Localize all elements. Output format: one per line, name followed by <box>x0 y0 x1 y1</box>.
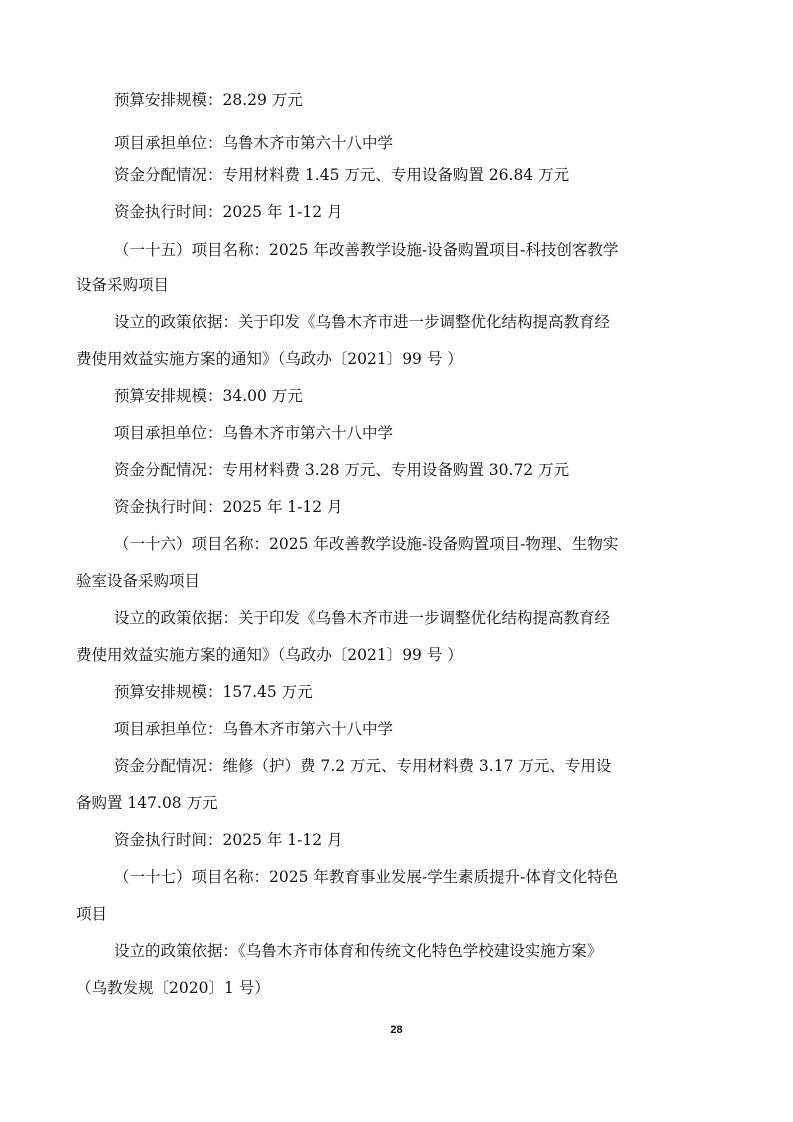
page-number: 28 <box>390 1024 403 1036</box>
fund-allocation-line: 资金分配情况：维修（护）费 7.2 万元、专用材料费 3.17 万元、专用设 <box>114 757 612 775</box>
project-16-title-cont: 验室设备采购项目 <box>76 572 201 590</box>
fund-allocation-line: 资金分配情况：专用材料费 3.28 万元、专用设备购置 30.72 万元 <box>114 461 570 479</box>
execution-time-line: 资金执行时间：2025 年 1-12 月 <box>114 498 343 516</box>
project-17-title-line: （一十七）项目名称：2025 年教育事业发展-学生素质提升-体育文化特色 <box>114 868 619 886</box>
undertaking-unit-line: 项目承担单位：乌鲁木齐市第六十八中学 <box>114 424 394 442</box>
project-16-title-line: （一十六）项目名称：2025 年改善教学设施-设备购置项目-物理、生物实 <box>114 535 619 553</box>
fund-allocation-cont: 备购置 147.08 万元 <box>76 794 218 812</box>
execution-time-line: 资金执行时间：2025 年 1-12 月 <box>114 203 343 221</box>
project-15-title-line: （一十五）项目名称：2025 年改善教学设施-设备购置项目-科技创客教学 <box>114 241 619 259</box>
policy-basis-line: 设立的政策依据：关于印发《乌鲁木齐市进一步调整优化结构提高教育经 <box>114 609 611 627</box>
policy-basis-line: 设立的政策依据：关于印发《乌鲁木齐市进一步调整优化结构提高教育经 <box>114 313 611 331</box>
undertaking-unit-line: 项目承担单位：乌鲁木齐市第六十八中学 <box>114 134 394 152</box>
budget-scale-line: 预算安排规模：34.00 万元 <box>114 387 303 405</box>
policy-basis-cont: （乌教发规〔2020〕1 号） <box>76 979 270 997</box>
budget-scale-line: 预算安排规模：157.45 万元 <box>114 683 313 701</box>
undertaking-unit-line: 项目承担单位：乌鲁木齐市第六十八中学 <box>114 720 394 738</box>
policy-basis-cont: 费使用效益实施方案的通知》（乌政办〔2021〕99 号 ） <box>76 646 463 664</box>
project-15-title-cont: 设备采购项目 <box>76 276 170 294</box>
execution-time-line: 资金执行时间：2025 年 1-12 月 <box>114 831 343 849</box>
budget-scale-line: 预算安排规模：28.29 万元 <box>114 91 303 109</box>
policy-basis-cont: 费使用效益实施方案的通知》（乌政办〔2021〕99 号 ） <box>76 350 463 368</box>
project-17-title-cont: 项目 <box>76 905 108 923</box>
fund-allocation-line: 资金分配情况：专用材料费 1.45 万元、专用设备购置 26.84 万元 <box>114 166 570 184</box>
policy-basis-line: 设立的政策依据：《乌鲁木齐市体育和传统文化特色学校建设实施方案》 <box>114 942 603 960</box>
